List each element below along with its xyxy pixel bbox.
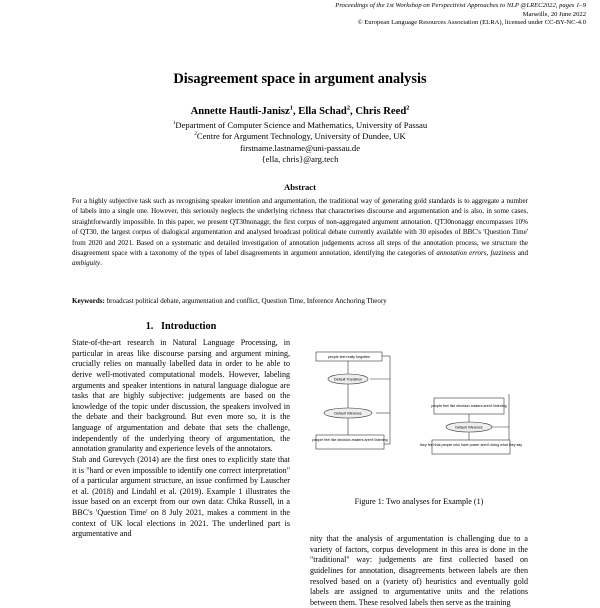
abstract-text: For a highly subjective task such as recognising speaker intention and argumentation, the traditional way of generating gold standards is to aggregate a number of labels into a single one. However, this seriously neglects the underlying richness that characterises discourse and argumentation and is also, in some cases, straightforwardly impossible. In this paper, we present QT30nonaggr, the first corpus of non-aggregated argument annotation. QT30nonaggr encompasses 10% of QT30, the largest corpus of dialogical argumentation and analysed broadcast political debate currently available with 30 episodes of BBC's 'Question Time' from 2020 and 2021. Based on a systematic and detailed investigation of annotation judgements across all steps of the annotation process, we structure the disagreement space with a taxonomy of the types of label disagreements in argument annotation, identifying the categories of annotation errors, fuzziness and ambiguity. <box>72 197 528 268</box>
author-list: Annette Hautli-Janisz$^1$, Ella Schad$^2$, Chris Reed$^2$ <box>190 104 410 117</box>
author-name: Annette Hautli-Janisz <box>190 106 290 117</box>
svg-text:Default Transition: Default Transition <box>334 377 362 382</box>
author-name: Ella Schad <box>298 106 347 117</box>
intro-right-column <box>310 534 528 607</box>
svg-text:people feel really forgotten: people feel really forgotten <box>327 355 371 359</box>
affiliation-2: $^2$Centre for Argument Technology, University of Dundee, UK <box>194 131 406 142</box>
proceedings-line: Proceedings of the 1st Workshop on Perspectivist Approaches to NLP @LREC2022, pages 1–9 <box>335 2 586 9</box>
email-1: firstname.lastname@uni-passau.de <box>239 142 361 153</box>
author-name: Chris Reed <box>355 106 407 117</box>
affiliations <box>0 120 600 166</box>
figure-1-diagram <box>314 338 526 468</box>
svg-text:people feel like decision-make: people feel like decision-makers aren't listening <box>431 404 507 408</box>
location-line: Marseille, 20 June 2022 <box>522 10 586 18</box>
paper-title: Disagreement space in argument analysis <box>173 71 427 87</box>
svg-text:Default Inference: Default Inference <box>455 425 483 430</box>
intro-right-paragraph: nity that the analysis of argumentation is challenging due to a variety of factors, corpus development in this area is done in the "traditional" way: judgements are first collected based on guidelines for annotation, disagreements between labels are then resolved based on a (variety of) heuristics and eventually gold labels are assigned to argumentative units and the relations between them. These resolved labels then serve as the training <box>310 534 528 607</box>
svg-text:Default Inference: Default Inference <box>334 411 362 416</box>
keywords: Keywords: broadcast political debate, argumentation and conflict, Question Time, Inference Anchoring Theory <box>72 297 387 305</box>
email-2: {ella, chris}@arg.tech <box>261 154 339 165</box>
figure-caption: Figure 1: Two analyses for Example (1) <box>354 497 484 506</box>
abstract-heading: Abstract <box>284 182 316 192</box>
intro-paragraph-2: Stab and Gurevych (2014) are the first ones to explicitly state that it is "hard or even impossible to identify one correct interpretation" of a particular argument structure, an issue confirmed by Lauscher et al. (2018) and Lindahl et al. (2019). Example 1 illustrates the issue based on an excerpt from our own data: Chika Russell, in a BBC's 'Question Time' on 8 July 2021, makes a comment in the context of UK local elections in 2021. The underlined part is argumentative and <box>72 454 290 539</box>
page-header <box>335 2 586 28</box>
intro-left-column <box>72 338 290 600</box>
section-heading: 1. Introduction <box>145 321 217 332</box>
svg-text:they feel that people who have: they feel that people who have power aren't doing what they say <box>419 443 523 447</box>
intro-paragraph-1: State-of-the-art research in Natural Language Processing, in particular in areas like discourse parsing and argument mining, crucially relies on manually labelled data in order to be able to derive well-motivated computational models. However, labeling arguments and speaker intentions in natural language dialogue are tasks that are highly subjective: judgements are based on the knowledge of the topic under discussion, the speakers involved in the debate and their background. But even more so, it is the language of argumentation and debate that sets the challenge, independently of the underlying theory of argumentation, the annotation granularity and experience levels of the annotators. <box>72 338 290 454</box>
license-line: © European Language Resources Association (ELRA), licensed under CC-BY-NC-4.0 <box>357 19 586 27</box>
affiliation-1: $^1$Department of Computer Science and Mathematics, University of Passau <box>172 120 428 130</box>
svg-text:people feel like decision-make: people feel like decision-makers aren't listening <box>312 438 388 442</box>
